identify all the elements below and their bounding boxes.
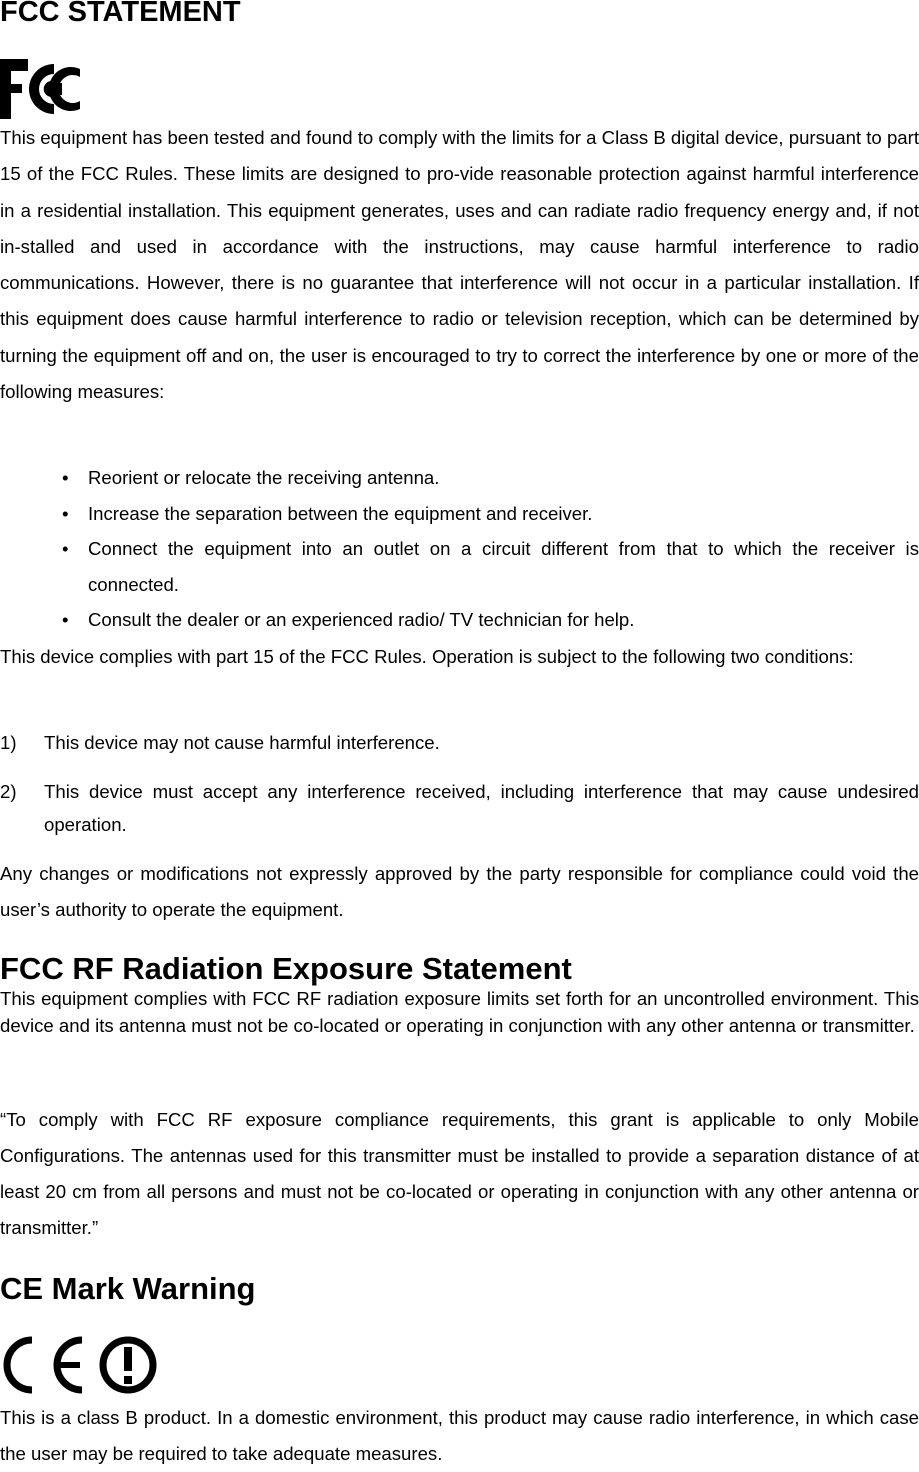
rf-intro-paragraph: This equipment complies with FCC RF radiation exposure limits set forth for an uncontrolled environment. This device and its antenna must not be co-located or operating in conjunction with any other antenna or transmitter. [0, 988, 919, 1036]
list-item: • Reorient or relocate the receiving antenna. [0, 460, 919, 496]
ce-paragraph: This is a class B product. In a domestic environment, this product may cause radio interference, in which case the user may be required to take adequate measures. [0, 1407, 919, 1464]
fcc-statement-heading: FCC STATEMENT [0, 0, 241, 28]
changes-paragraph: Any changes or modifications not expressly approved by the party responsible for compliance could void the user’s authority to operate the equipment. [0, 863, 919, 920]
fcc-intro-paragraph: This equipment has been tested and found to comply with the limits for a Class B digital device, pursuant to part 15 of the FCC Rules. These limits are designed to pro-vide reasonable protection against harmful interference in a residential installation. This equipment generates, uses and can radiate radio frequency energy and, if not in-stalled and used in accordance with the instructions, may cause harmful interference to radio communications. However, there is no guarantee that interference will not occur in a particular installation. If this equipment does cause harmful interference to radio or television reception, which can be determined by turning the equipment off and on, the user is encouraged to try to correct the interference by one or more of the following measures: [0, 127, 919, 403]
list-item: 1) This device may not cause harmful interference. [0, 732, 440, 753]
part15-paragraph: This device complies with part 15 of the FCC Rules. Operation is subject to the following two conditions: [0, 646, 854, 667]
bullet-icon: • [62, 609, 69, 630]
conditions-list-2 [0, 775, 919, 841]
bullet-icon: • [62, 502, 69, 524]
conditions-list [0, 726, 919, 759]
list-item: • Consult the dealer or an experienced radio/ TV technician for help. [0, 602, 919, 638]
list-item: • Connect the equipment into an outlet on a circuit different from that to which the receiver is connected. [0, 531, 919, 602]
list-item: 2) This device must accept any interference received, including interference that may cause undesired operation. [0, 781, 919, 835]
bullet-icon: • [62, 467, 69, 488]
ce-warning-heading: CE Mark Warning [0, 1271, 256, 1306]
rf-exposure-heading: FCC RF Radiation Exposure Statement [0, 951, 572, 986]
list-item: • Increase the separation between the equipment and receiver. [0, 496, 919, 532]
measures-list [0, 460, 919, 638]
ce-alert-mark-icon [0, 1334, 160, 1396]
rf-compliance-paragraph: “To comply with FCC RF exposure compliance requirements, this grant is applicable to only Mobile Configurations. The antennas used for this transmitter must be installed to provide a separation distance of at least 20 cm from all persons and must not be co-located or operating in conjunction with any other antenna or transmitter.” [0, 1109, 919, 1238]
bullet-icon: • [62, 538, 69, 559]
fcc-logo-icon [0, 59, 88, 119]
